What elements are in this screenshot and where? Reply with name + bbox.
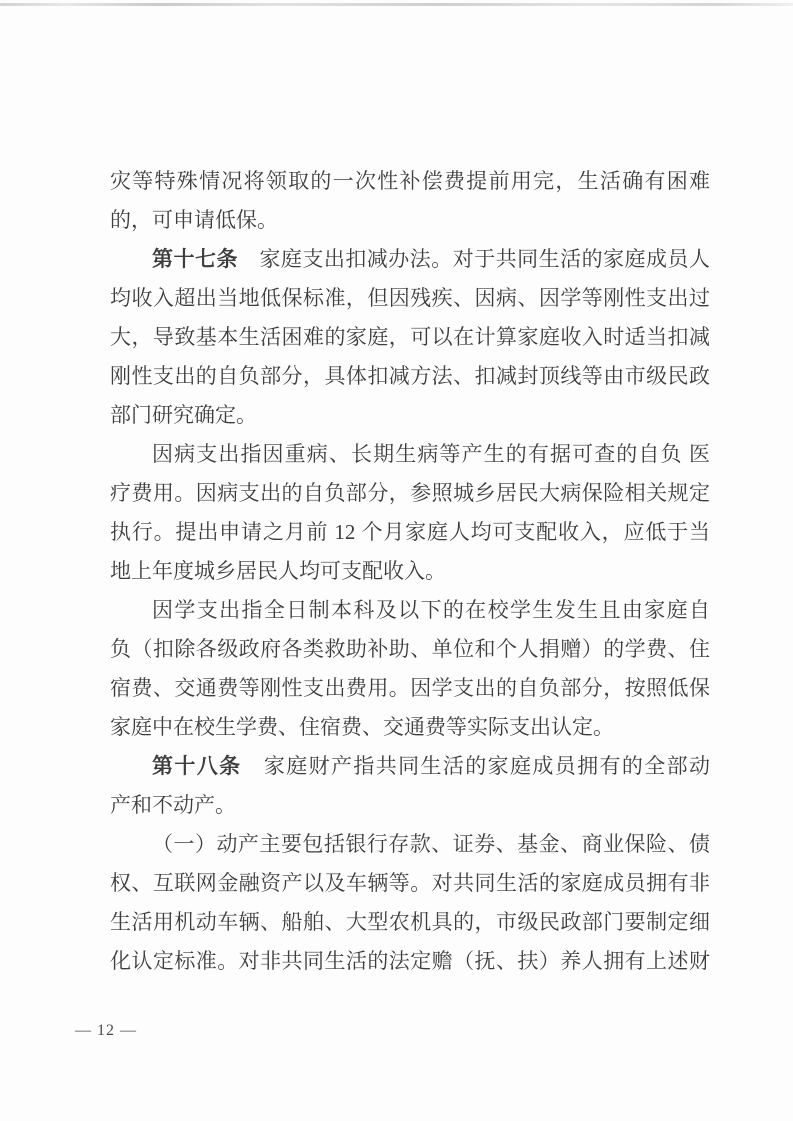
text-run: 执行。提出申请之月前 12 个月家庭人均可支配收入，应低于当 <box>110 520 710 544</box>
text-line <box>110 747 710 786</box>
text-run: 生活用机动车辆、船舶、大型农机具的，市级民政部门要制定细 <box>110 910 710 934</box>
article-number: 第十七条 <box>152 247 238 271</box>
text-run: 均收入超出当地低保标准，但因残疾、因病、因学等刚性支出过 <box>110 286 710 310</box>
article-number: 第十八条 <box>152 754 242 778</box>
paragraph <box>110 825 710 981</box>
text-line <box>110 201 710 240</box>
text-line <box>110 630 710 669</box>
text-line <box>110 864 710 903</box>
text-line <box>110 240 710 279</box>
text-run: 灾等特殊情况将领取的一次性补偿费提前用完，生活确有困难 <box>110 169 710 193</box>
text-line <box>110 474 710 513</box>
scan-edge-artifact <box>0 3 793 6</box>
text-run: 负（扣除各级政府各类救助补助、单位和个人捐赠）的学费、住 <box>110 637 710 661</box>
text-line <box>110 357 710 396</box>
text-run: （一）动产主要包括银行存款、证券、基金、商业保险、债 <box>152 832 710 856</box>
text-line <box>110 513 710 552</box>
text-line <box>110 318 710 357</box>
text-line <box>110 591 710 630</box>
text-run: 疗费用。因病支出的自负部分，参照城乡居民大病保险相关规定 <box>110 481 710 505</box>
text-run: 刚性支出的自负部分，具体扣减方法、扣减封顶线等由市级民政 <box>110 364 710 388</box>
text-line <box>110 552 710 591</box>
text-line <box>110 708 710 747</box>
paragraph <box>110 435 710 591</box>
text-run: 大，导致基本生活困难的家庭，可以在计算家庭收入时适当扣减 <box>110 325 710 349</box>
text-line <box>110 942 710 981</box>
text-run: 因学支出指全日制本科及以下的在校学生发生且由家庭自 <box>152 598 710 622</box>
paragraph <box>110 162 710 240</box>
text-run: 产和不动产。 <box>110 793 236 817</box>
text-line <box>110 162 710 201</box>
text-line <box>110 903 710 942</box>
text-line <box>110 825 710 864</box>
paragraph <box>110 747 710 825</box>
text-run: 地上年度城乡居民人均可支配收入。 <box>110 559 446 583</box>
text-run: 权、互联网金融资产以及车辆等。对共同生活的家庭成员拥有非 <box>110 871 710 895</box>
paragraph <box>110 240 710 435</box>
text-run: 因病支出指因重病、长期生病等产生的有据可查的自负 医 <box>152 442 710 466</box>
text-run: 的，可申请低保。 <box>110 208 278 232</box>
text-line <box>110 786 710 825</box>
paragraph <box>110 591 710 747</box>
text-run: 化认定标准。对非共同生活的法定赡（抚、扶）养人拥有上述财 <box>110 949 710 973</box>
text-line <box>110 279 710 318</box>
text-run: 家庭中在校生学费、住宿费、交通费等实际支出认定。 <box>110 715 614 739</box>
text-run: 家庭支出扣减办法。对于共同生活的家庭成员人 <box>237 247 710 271</box>
text-line <box>110 669 710 708</box>
text-line <box>110 435 710 474</box>
text-line <box>110 396 710 435</box>
text-run: 宿费、交通费等刚性支出费用。因学支出的自负部分，按照低保 <box>110 676 710 700</box>
text-run: 部门研究确定。 <box>110 403 257 427</box>
text-run: 家庭财产指共同生活的家庭成员拥有的全部动 <box>241 754 710 778</box>
page-number: — 12 — <box>75 1022 137 1039</box>
text-block <box>110 162 710 981</box>
